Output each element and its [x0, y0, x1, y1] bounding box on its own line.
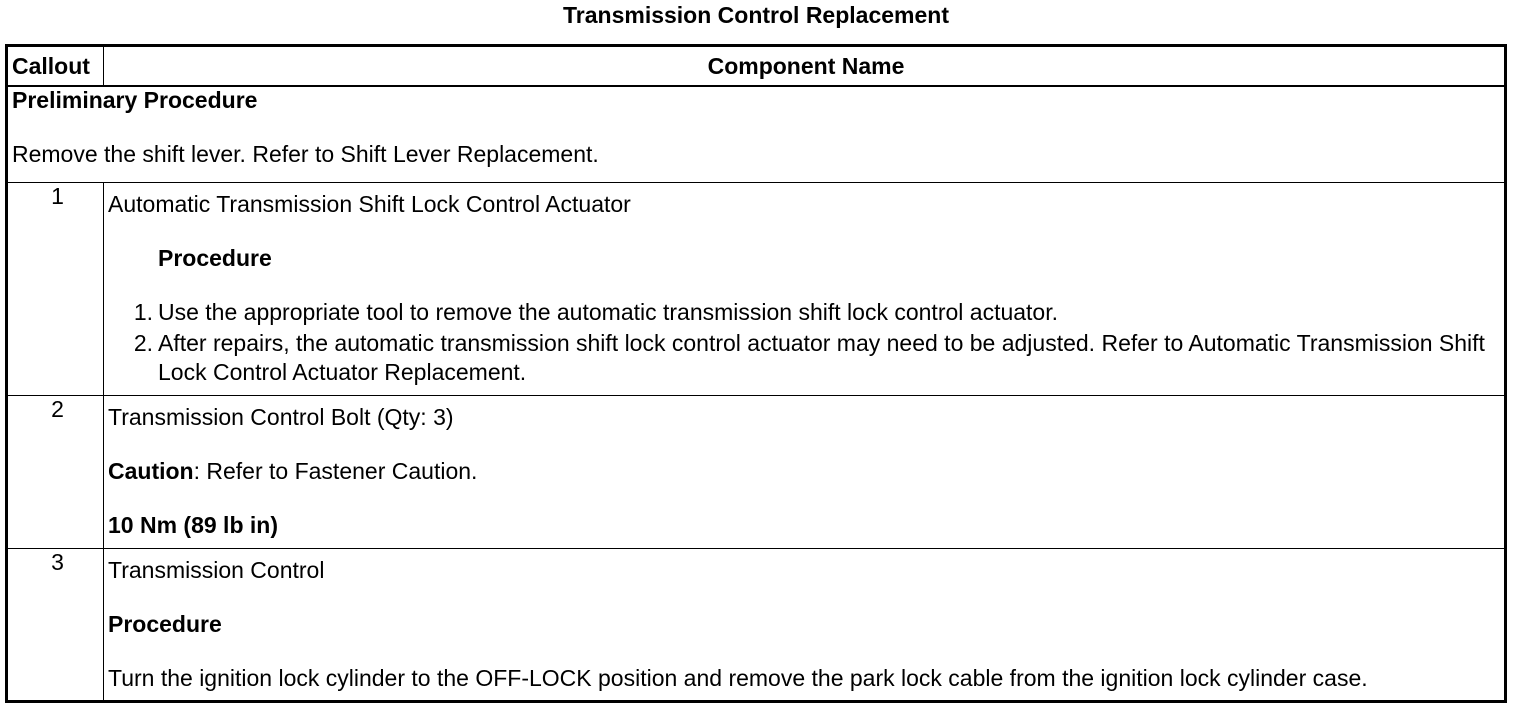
table-row-callout-3: [7, 549, 1506, 702]
callout-number: 2: [7, 396, 104, 549]
preliminary-procedure-cell: [7, 86, 1506, 183]
component-name: Transmission Control Bolt (Qty: 3): [108, 404, 454, 430]
callout-number: 3: [7, 549, 104, 702]
table-row-callout-1: [7, 183, 1506, 396]
torque-spec: 10 Nm (89 lb in): [108, 512, 278, 538]
table-row-callout-2: [7, 396, 1506, 549]
document-title: Transmission Control Replacement: [563, 2, 949, 28]
component-name: Transmission Control: [108, 557, 325, 583]
procedure-step: [133, 329, 1504, 387]
procedure-table: [5, 44, 1507, 703]
step-number: 2.: [133, 330, 153, 356]
procedure-heading: Procedure: [158, 245, 272, 271]
component-name-column-header: Component Name: [104, 46, 1506, 87]
procedure-step: [133, 298, 1504, 327]
procedure-steps-list: [108, 298, 1504, 387]
preliminary-procedure-text: Remove the shift lever. Refer to Shift Lever Replacement.: [12, 141, 599, 167]
component-cell: [104, 396, 1506, 549]
caution-text: : Refer to Fastener Caution.: [193, 458, 478, 484]
callout-column-header: Callout: [7, 46, 104, 87]
preliminary-procedure-heading: Preliminary Procedure: [12, 87, 258, 113]
caution-label: Caution: [108, 458, 194, 484]
preliminary-procedure-row: [7, 86, 1506, 183]
procedure-heading: Procedure: [108, 611, 222, 637]
component-cell: [104, 183, 1506, 396]
step-text: After repairs, the automatic transmission shift lock control actuator may need to be adjusted. Refer to Automatic Transmission Shift Lock Control Actuator Replacement.: [158, 330, 1485, 385]
table-header-row: [7, 46, 1506, 87]
component-name: Automatic Transmission Shift Lock Control Actuator: [108, 191, 631, 217]
callout-number: 1: [7, 183, 104, 396]
component-cell: [104, 549, 1506, 702]
step-number: 1.: [133, 299, 153, 325]
caution-note: [108, 458, 1504, 485]
step-text: Use the appropriate tool to remove the automatic transmission shift lock control actuator.: [158, 299, 1058, 325]
procedure-text: Turn the ignition lock cylinder to the OFF-LOCK position and remove the park lock cable from the ignition lock cylinder case.: [108, 665, 1368, 691]
